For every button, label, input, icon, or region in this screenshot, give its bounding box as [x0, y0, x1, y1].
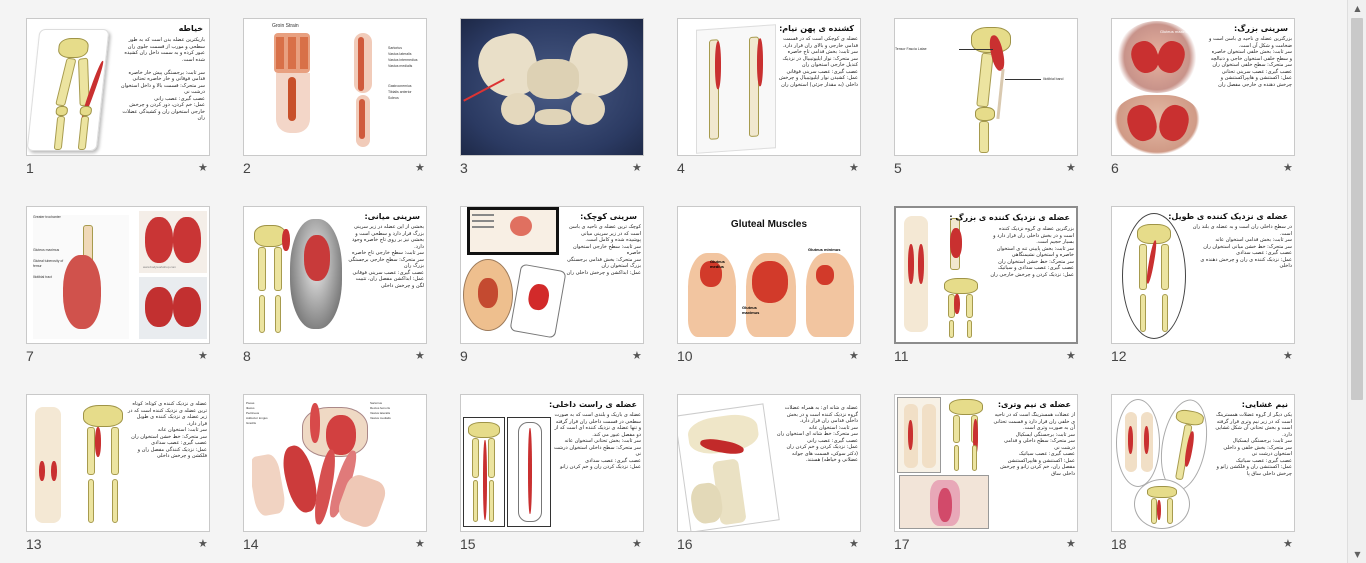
slide-body-text: عضله ی شانه ای: به همراه عضلات گروه نزدیک کننده است و در بخش داخلی قدامی ران قرار دارد. سر ثابت: استخوان عانه سر متحرک: خط شانه ای استخوان ران عصب گیری: عصب رانی عمل: نزدیک کردن و خم کردن ران (دکتر سوکی، قسمت های جوانه عضلانی و خیاطه) هستند.: [776, 405, 858, 463]
slide-title: Gluteal Muscles: [730, 219, 808, 230]
label-text: Greater trochanter: [33, 215, 61, 219]
leg-photo: [897, 397, 941, 473]
glute-max-photo: [139, 277, 207, 339]
slide-thumbnail[interactable]: [1111, 206, 1297, 366]
slide-body-text: بزرگترین عضله ی ناحیه ی باسن است و ضخامت و شکل آن است. سر ثابت: بخش خلفی استخوان خاصره و سطح خلفی استخوان خاجی و دنبالچه سر متحرک: سطح خلفی استخوان ران عصب گیری: عصب سرینی تحتانی عمل: اکستنشن و هایپراکستنشن و چرخش دهنده ی خارجی مفصل ران: [1208, 36, 1292, 88]
slide-title: عضله ی راست داخلی:: [548, 400, 637, 409]
slide-number: 5: [894, 160, 902, 176]
label-list: [370, 401, 426, 421]
star-icon[interactable]: ★: [1066, 537, 1076, 550]
glute-medius-figure: [684, 247, 740, 341]
slide-thumbnail[interactable]: [677, 18, 863, 178]
leg-skeleton-figure: [943, 397, 989, 473]
slide-body-text: کوچک ترین عضله ی ناحیه ی باسن است که در زیر سرینی میانی پوشیده شده و کامل است. سر ثابت: سطح خارجی استخوان خاصره سر متحرک: بخش قدامی برجستگی بزرگ استخوان ران عمل: ابداکشن و چرخش داخلی ران: [566, 224, 641, 276]
slide-thumbnail[interactable]: [894, 394, 1080, 554]
slide-thumbnail[interactable]: [1111, 18, 1297, 178]
slide-number: 13: [26, 536, 42, 552]
slide-frame[interactable]: [243, 206, 427, 344]
label-text: Adductor longus: [246, 416, 268, 420]
glute-minimus-figure: [802, 247, 858, 341]
leg-skeleton-oval-2: [1134, 479, 1190, 529]
scroll-up-arrow-icon[interactable]: ▲: [1354, 4, 1361, 13]
label-text: Gluteus maximus: [33, 248, 60, 252]
slide-frame[interactable]: [1111, 206, 1295, 344]
leg-figure: [900, 212, 934, 336]
label-text: Vastus lateralis: [388, 52, 412, 56]
slide-body-text: باریکترین عضله بدن است که به طور سطحی و مورب از قسمت جلوی ران عبور کرده و به سمت داخل ران کشیده شده است. سر ثابت: برجستگی پیش خار خاصره قدامی فوقانی و خار خاصره تحتانی سر متحرک: قسمت بالا و داخل استخوان درشت نی عصب گیری: عصب رانی عمل: خم کردن، دور کردن و چرخش خارجی استخوان ران و کشیدگی عضلات ران: [120, 37, 205, 121]
slide-thumbnail[interactable]: [1111, 394, 1297, 554]
legs-figure: [696, 24, 776, 154]
leg-figure: [31, 403, 67, 529]
star-icon[interactable]: ★: [415, 537, 425, 550]
leg-oval-figure: [1116, 399, 1160, 487]
leg-side-figure: [348, 33, 378, 151]
slide-thumbnail[interactable]: [26, 18, 212, 178]
slide-title: عضله ی نزدیک کننده ی طویل:: [1168, 212, 1288, 221]
star-icon[interactable]: ★: [415, 349, 425, 362]
slide-number: 9: [460, 348, 468, 364]
label-list: [388, 45, 418, 101]
glute-max-figure: [33, 215, 129, 339]
slide-title: خیاطه: [178, 24, 203, 33]
slide-frame[interactable]: [460, 394, 644, 532]
slide-number: 2: [243, 160, 251, 176]
leg-anatomy-figure: [27, 29, 110, 151]
slide-number: 14: [243, 536, 259, 552]
slide-thumbnail[interactable]: [460, 206, 646, 366]
glute-max-back-photo: [1114, 95, 1200, 155]
slide-thumbnail[interactable]: [243, 394, 429, 554]
star-icon[interactable]: ★: [198, 161, 208, 174]
star-icon[interactable]: ★: [849, 161, 859, 174]
slide-frame[interactable]: [677, 394, 861, 532]
label-text: Iliotibial band: [1043, 77, 1064, 81]
glute-max-photo: [1116, 21, 1198, 93]
leg-skeleton-figure: [248, 221, 292, 337]
label-text: Gastrocnemius: [388, 84, 412, 88]
slide-frame[interactable]: [1111, 394, 1295, 532]
star-icon[interactable]: ★: [1066, 349, 1076, 362]
slide-thumbnail[interactable]: [677, 206, 863, 366]
slide-body-text: در سطح داخلی ران است و به عضله ی بلند ران است. سر ثابت: بخش قدامی استخوان عانه سر متحرک: خط خشن میانی استخوان ران عصب گیری: عصب سدادی عمل: نزدیک کننده ی ران و چرخش دهنده ی داخلی: [1192, 224, 1292, 269]
caption-text: www.bodyworkshop.com: [143, 265, 177, 269]
leg-tfl-figure: [955, 23, 1035, 153]
leg-skeleton-oval: [1122, 213, 1186, 339]
label-text: Gracilis: [246, 421, 257, 425]
label-text: Tibialis anterior: [388, 90, 412, 94]
label-text: Iliotibial tract: [33, 275, 52, 279]
slide-number: 11: [894, 348, 909, 364]
slide-frame[interactable]: [243, 394, 427, 532]
slide-title: عضله ی نزدیک کننده ی بزرگ :: [949, 213, 1070, 222]
slide-number: 6: [1111, 160, 1119, 176]
glute-maximus-figure: [742, 247, 800, 341]
slide-frame[interactable]: [460, 18, 644, 156]
slide-title: Groin Strain: [272, 23, 299, 29]
slide-thumbnail[interactable]: [677, 394, 863, 554]
leg-outline-figure: [507, 417, 551, 527]
label-text: Vastus intermedius: [388, 58, 418, 62]
slide-thumbnail[interactable]: [460, 18, 646, 178]
slide-title: سرینی بزرگ:: [1234, 24, 1288, 33]
slide-frame[interactable]: [26, 394, 210, 532]
star-icon[interactable]: ★: [632, 349, 642, 362]
star-icon[interactable]: ★: [849, 537, 859, 550]
label-text: Sartorius: [388, 46, 403, 50]
leg-skeleton-figure: [936, 276, 986, 340]
label-text: Gluteus maximus: [1160, 29, 1191, 34]
label-text: Gluteus medius: [710, 259, 725, 269]
slide-frame[interactable]: [26, 206, 210, 344]
star-icon[interactable]: ★: [1283, 349, 1293, 362]
slide-number: 10: [677, 348, 693, 364]
slide-title: عضله ی نیم وتری:: [997, 400, 1071, 409]
slide-number: 18: [1111, 536, 1127, 552]
slide-frame[interactable]: [677, 18, 861, 156]
label-text: Gluteus maximus: [742, 305, 760, 315]
slide-thumbnail[interactable]: [894, 18, 1080, 178]
slide-title: کشنده ی پهن نیام:: [779, 24, 854, 33]
glute-min-inset: [467, 207, 559, 255]
label-text: Vastus medialis: [388, 64, 413, 68]
label-text: Gluteus minimus: [808, 247, 841, 252]
label-list: [246, 401, 288, 426]
slide-thumbnail[interactable]: [243, 206, 429, 366]
label-text: Rectus femoris: [370, 406, 391, 410]
label-text: Gluteal tuberosity of femur: [33, 259, 64, 268]
slide-number: 4: [677, 160, 685, 176]
glute-med-photo: [290, 219, 342, 329]
slide-thumbnail[interactable]: [26, 394, 212, 554]
slide-thumbnail[interactable]: [460, 394, 646, 554]
label-text: Vastus medialis: [370, 416, 391, 420]
glute-min-circle: [463, 259, 513, 331]
slide-number: 3: [460, 160, 468, 176]
slide-frame[interactable]: [677, 206, 861, 344]
scroll-thumb[interactable]: [1351, 18, 1363, 400]
label-text: Pectineus: [246, 411, 260, 415]
slide-body-text: بخشی از این عضله در زیر سرینی بزرگ قرار دارد و سطحی است و بخشی نیز بر روی تاج خاصره وجود دارد. سر ثابت: سطح خارجی تاج خاصره سر متحرک: سطح خارجی برجستگی بزرگ ران عصب گیری: عصب سرینی فوقانی عمل: ابداکشن مفصل ران، تثبیت لگن و چرخش داخلی: [348, 224, 424, 289]
pectineus-figure: [677, 403, 780, 532]
glute-min-drawing: [509, 264, 566, 339]
thigh-front-figure: [262, 33, 322, 143]
slide-title: نیم غشایی:: [1241, 400, 1288, 409]
star-icon[interactable]: ★: [1283, 537, 1293, 550]
slide-number: 12: [1111, 348, 1127, 364]
label-text: Vastus lateralis: [370, 411, 391, 415]
label-text: Iliacus: [246, 406, 255, 410]
hamstring-photo: [899, 475, 989, 529]
slide-number: 15: [460, 536, 476, 552]
slide-title: سرینی میانی:: [364, 212, 420, 221]
slide-body-text: عضله ی کوچکی است که در قسمت قدامی خارجی و بالای ران قرار دارد. سر ثابت: بخش قدامی تاج خاصره سر متحرک: نوار ایلیوتیبیال در نزدیک کندیل خارجی استخوان ران عصب گیری: عصب سرینی فوقانی عمل: کشیدن نوار ایلیوتیبیال و چرخش داخلی (به مقدار جزئی) استخوان ران: [778, 36, 858, 88]
label-text: Psoas: [246, 401, 255, 405]
slide-body-text: از عضلات همسترینگ است که در ناحیه ی خلفی ران قرار دارد و قسمت تحتانی آن به صورت وتری است. سر ثابت: برجستگی ایسکیال سر متحرک: سطح داخلی و قدامی درشت نی عصب گیری: عصب سیاتیک عمل: اکستنشن و هایپراکستنشن مفصل ران، خم کردن زانو و چرخش داخلی ساق: [993, 412, 1075, 477]
leg-skeleton-figure: [463, 417, 505, 527]
slide-number: 7: [26, 348, 34, 364]
slide-frame-selected[interactable]: [894, 206, 1078, 344]
slide-body-text: بزرگترین عضله ی گروه نزدیک کننده است و در بخش داخلی ران قرار دارد و بسیار حجیم است. سر ثابت: بخش پایینی تنه ی استخوان خاصره و استخوان نشیمنگاهی سر متحرک: خط خشن استخوان ران عصب گیری: عصب سدادی و سیاتیک عمل: نزدیک کردن و چرخش خارجی ران: [990, 226, 1074, 278]
leg-skeleton-figure: [77, 403, 129, 529]
star-icon[interactable]: ★: [198, 349, 208, 362]
slide-thumbnail[interactable]: [26, 206, 212, 366]
slide-frame[interactable]: [460, 206, 644, 344]
star-icon[interactable]: ★: [849, 349, 859, 362]
slide-frame[interactable]: [26, 18, 210, 156]
slide-number: 8: [243, 348, 251, 364]
slide-body-text: عضله ی باریک و بلندی است که به صورت سطحی در قسمت داخلی ران قرار گرفته و تنها عضله ی نزدیک کننده ای است که از دو مفصل عبور می کند. سر ثابت: بخش تحتانی استخوان عانه سر متحرک: سطح داخلی استخوان درشت نی عصب گیری: عصب سدادی عمل: نزدیک کردن ران و خم کردن زانو: [554, 412, 641, 470]
slide-number: 17: [894, 536, 910, 552]
star-icon[interactable]: ★: [415, 161, 425, 174]
star-icon[interactable]: ★: [632, 537, 642, 550]
slide-number: 1: [26, 160, 34, 176]
glute-max-back-photo: [139, 211, 207, 273]
slide-thumbnail[interactable]: [894, 206, 1080, 366]
slide-body-text: یکی دیگر از گروه عضلات همسترینگ است که در زیر نیم وتری قرار گرفته است و بخش تحتانی آن شکل غشایی دارد. سر ثابت: برجستگی ایسکیال سر متحرک: بخش خلفی و داخلی استخوان درشت نی عصب گیری: عصب سیاتیک عمل: اکستنشن ران و فلکشن زانو و چرخش داخلی ساق پا: [1215, 412, 1292, 477]
scroll-down-arrow-icon[interactable]: ▼: [1354, 550, 1361, 559]
star-icon[interactable]: ★: [632, 161, 642, 174]
pelvis-photo: [461, 19, 644, 156]
star-icon[interactable]: ★: [198, 537, 208, 550]
slide-title: سرینی کوچک:: [580, 212, 637, 221]
star-icon[interactable]: ★: [1283, 161, 1293, 174]
label-list: [33, 215, 69, 280]
slide-frame[interactable]: [243, 18, 427, 156]
slide-frame[interactable]: [894, 18, 1078, 156]
slide-body-text: عضله ی نزدیک کننده ی کوتاه: کوتاه ترین عضله ی نزدیک کننده است که در زیر عضله ی نزدیک کننده ی طویل قرار دارد. سر ثابت: استخوان عانه سر متحرک: خط خشن استخوان ران عصب گیری: عصب سدادی عمل: نزدیک کنندگی مفصل ران و فلکشن و چرخش داخلی: [127, 401, 207, 459]
label-text: Tensor Fascia Latae: [895, 47, 927, 51]
slide-thumbnail[interactable]: [243, 18, 429, 178]
slide-frame[interactable]: [894, 394, 1078, 532]
slide-frame[interactable]: [1111, 18, 1295, 156]
label-text: Soleus: [388, 96, 399, 100]
star-icon[interactable]: ★: [1066, 161, 1076, 174]
slide-number: 16: [677, 536, 693, 552]
vertical-scrollbar[interactable]: [1347, 0, 1366, 563]
label-text: Sartorius: [370, 401, 383, 405]
